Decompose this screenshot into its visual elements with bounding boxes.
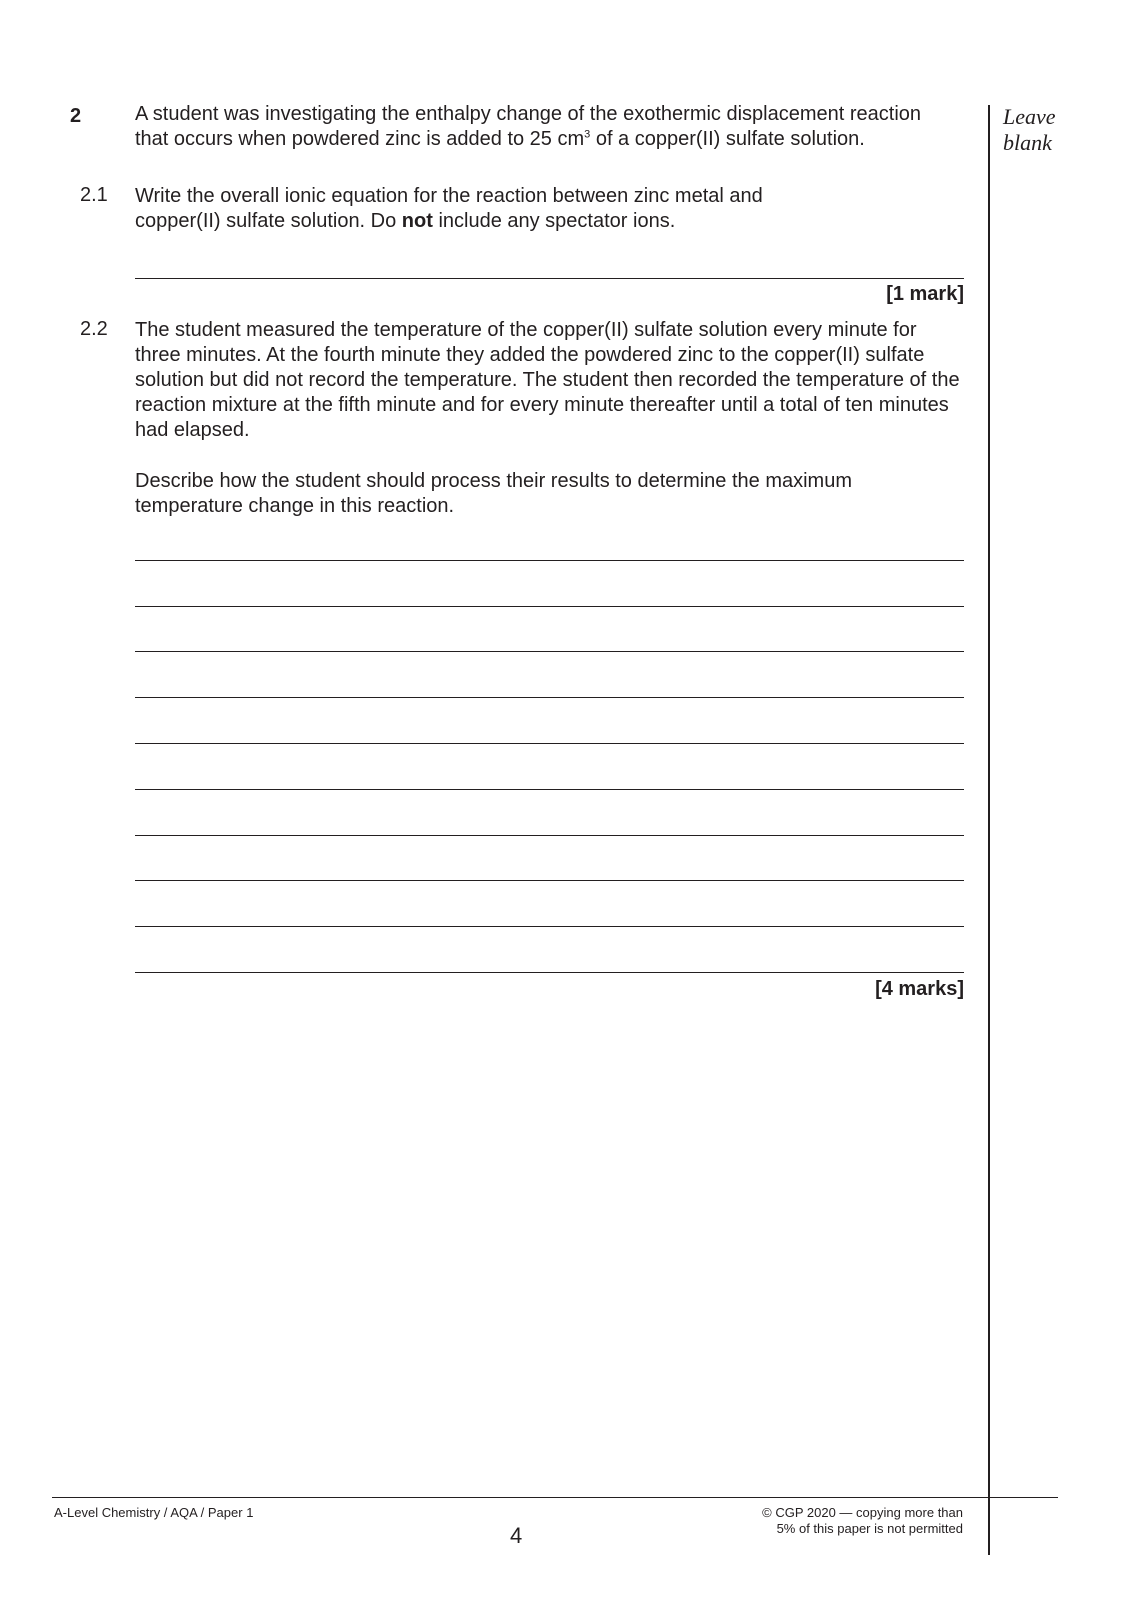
superscript-3: 3 (584, 128, 591, 141)
part-2-1-text-a: Write the overall ionic equation for the reaction between zinc metal and copper(II) sulfate solution. Do (135, 185, 763, 232)
answer-line-2-2[interactable] (135, 880, 964, 881)
footer-copyright-line-1: © CGP 2020 — copying more than (762, 1505, 963, 1520)
part-2-2-paragraph-2: Describe how the student should process their results to determine the maximum temperature change in this reaction. (135, 470, 853, 517)
marks-2-1: [1 mark] (886, 283, 964, 305)
part-2-1-bold-not: not (401, 210, 433, 232)
part-2-2-number: 2.2 (80, 318, 108, 340)
answer-line-2-2[interactable] (135, 697, 964, 698)
answer-line-2-2[interactable] (135, 560, 964, 561)
page-number: 4 (510, 1523, 523, 1548)
answer-line-2-2[interactable] (135, 743, 964, 744)
question-intro-text-a: A student was investigating the enthalpy change of the exothermic displacement reaction that occurs when powdered zinc is added to 25 cm (135, 103, 922, 150)
answer-line-2-2[interactable] (135, 651, 964, 652)
leave-blank-line-1: Leave (1003, 104, 1056, 129)
question-intro-text-b: of a copper(II) sulfate solution. (590, 128, 865, 150)
footer-copyright (740, 1505, 963, 1537)
question-intro (135, 102, 950, 152)
answer-line-2-1[interactable] (135, 278, 964, 279)
leave-blank-label (1003, 104, 1056, 156)
leave-blank-line-2: blank (1003, 130, 1052, 155)
part-2-1-prompt (135, 184, 825, 234)
part-2-1-number: 2.1 (80, 184, 108, 206)
answer-line-2-2[interactable] (135, 926, 964, 927)
marks-2-2: [4 marks] (875, 978, 964, 1000)
footer-course: A-Level Chemistry / AQA / Paper 1 (54, 1505, 254, 1520)
answer-line-2-2[interactable] (135, 835, 964, 836)
part-2-1-text-b: include any spectator ions. (432, 210, 676, 232)
answer-line-2-2[interactable] (135, 972, 964, 973)
footer-copyright-line-2: 5% of this paper is not permitted (776, 1521, 963, 1536)
footer-rule (52, 1497, 1058, 1498)
answer-line-2-2[interactable] (135, 606, 964, 607)
margin-divider (988, 105, 990, 1555)
question-number: 2 (70, 105, 82, 127)
part-2-2-paragraph-1: The student measured the temperature of the copper(II) sulfate solution every minute for three minutes. At the fourth minute they added the powdered zinc to the copper(II) sulfate solution but did not record the temperature. The student then recorded the temperature of the reaction mixture at the fifth minute and for every minute thereafter until a total of ten minutes had elapsed. (135, 319, 960, 441)
answer-line-2-2[interactable] (135, 789, 964, 790)
